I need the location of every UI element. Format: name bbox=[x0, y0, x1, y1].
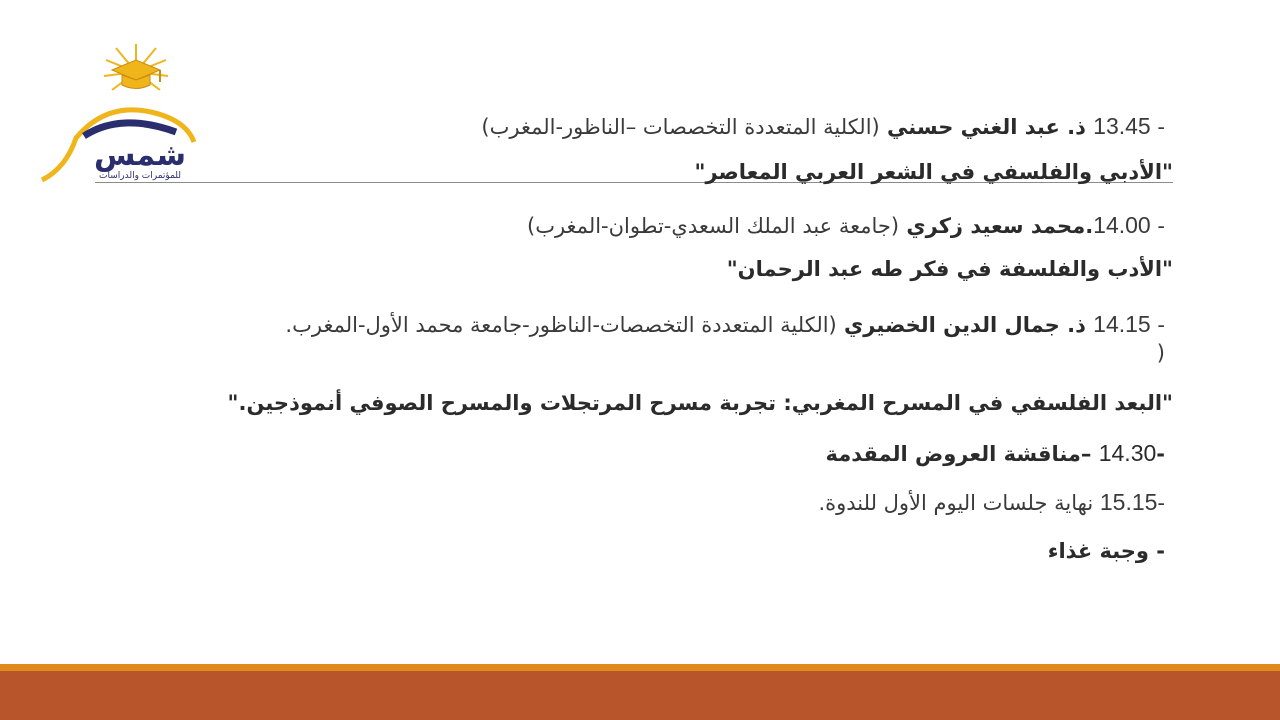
speaker-name: ذ. عبد الغني حسني bbox=[879, 115, 1094, 139]
speaker-name: .محمد سعيد زكري bbox=[899, 214, 1094, 238]
discussion-line bbox=[130, 440, 1165, 467]
item-prefix: - bbox=[1157, 491, 1165, 515]
item-prefix: - bbox=[1150, 115, 1165, 139]
affiliation-close: ) bbox=[1156, 341, 1165, 365]
program-content bbox=[130, 0, 1173, 620]
session-line-1 bbox=[130, 113, 1165, 140]
speaker-affiliation: (الكلية المتعددة التخصصات-الناظور-جامعة محمد الأول-المغرب. bbox=[285, 313, 837, 337]
session-time: 14.15 bbox=[1093, 311, 1151, 337]
logo-sub-text: للمؤتمرات والدراسات bbox=[99, 171, 181, 181]
talk-title-1: "الأدبي والفلسفي في الشعر العربي المعاصر" bbox=[694, 160, 1173, 184]
session-line-2 bbox=[130, 212, 1165, 239]
discussion-text: –مناقشة العروض المقدمة bbox=[825, 442, 1099, 466]
end-day-text: نهاية جلسات اليوم الأول للندوة. bbox=[818, 491, 1100, 515]
end-day-time: 15.15 bbox=[1099, 489, 1158, 515]
footer-band bbox=[0, 671, 1280, 720]
end-day-line bbox=[130, 489, 1165, 516]
item-prefix: - bbox=[1156, 442, 1165, 466]
talk-title-2: "الأدب والفلسفة في فكر طه عبد الرحمان" bbox=[726, 257, 1173, 281]
item-prefix: - bbox=[1150, 214, 1165, 238]
logo-brand-text: شمس bbox=[93, 138, 187, 173]
talk-title-3: "البعد الفلسفي في المسرح المغربي: تجربة مسرح المرتجلات والمسرح الصوفي أنموذجين." bbox=[227, 391, 1173, 415]
discussion-time: 14.30 bbox=[1098, 440, 1157, 466]
session-time: 14.00 bbox=[1093, 212, 1151, 238]
speaker-name: ذ. جمال الدين الخضيري bbox=[836, 313, 1094, 337]
speaker-affiliation: (الكلية المتعددة التخصصات –الناظور-المغرب) bbox=[481, 115, 880, 139]
lunch-line: - وجبة غذاء bbox=[1047, 539, 1165, 563]
item-prefix: - bbox=[1150, 313, 1165, 337]
session-time: 13.45 bbox=[1093, 113, 1151, 139]
footer-accent-stripe bbox=[0, 664, 1280, 671]
speaker-affiliation: (جامعة عبد الملك السعدي-تطوان-المغرب) bbox=[527, 214, 900, 238]
session-line-3 bbox=[130, 311, 1165, 338]
